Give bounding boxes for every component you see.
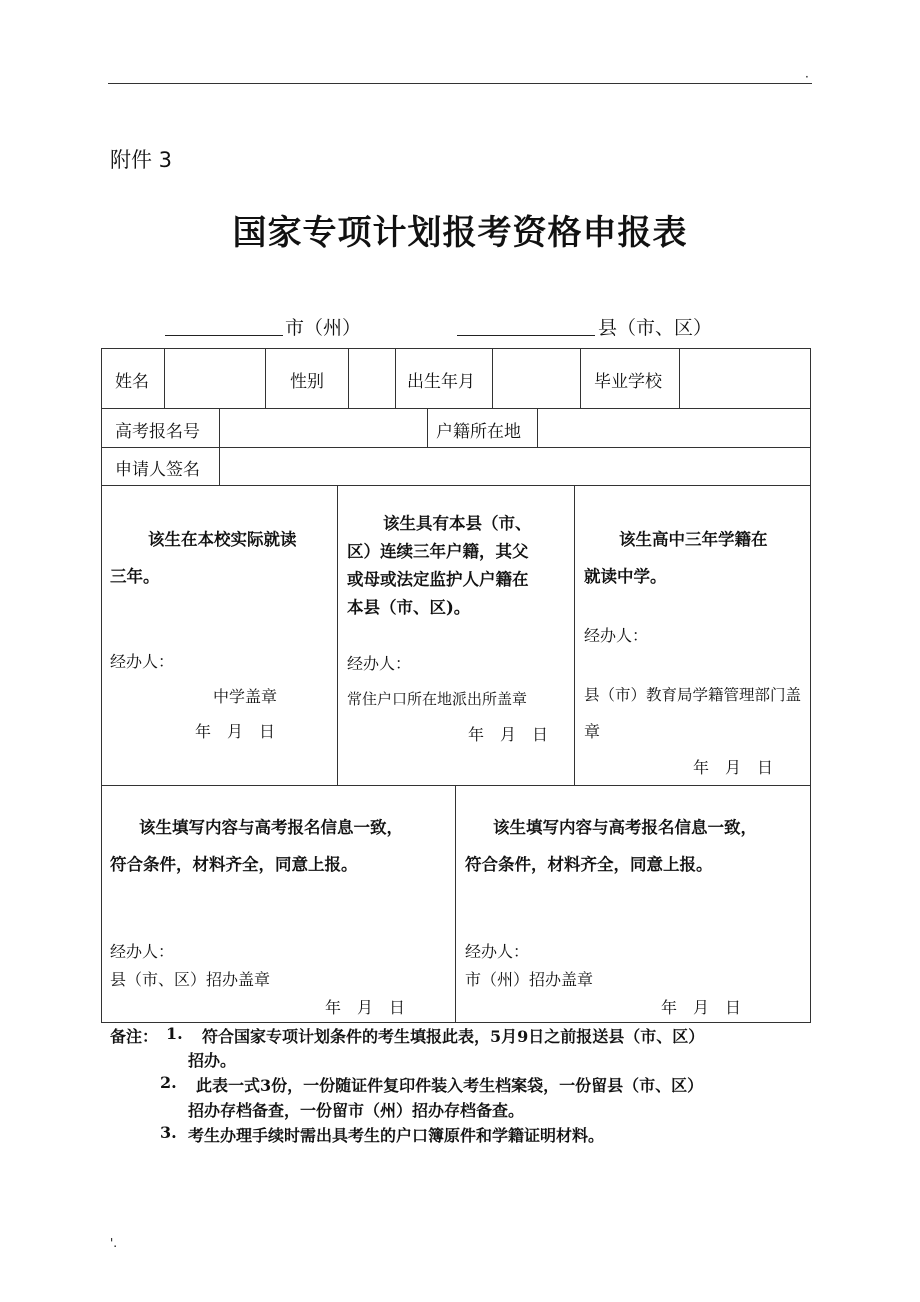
edu-verify-text: 就读中学。 — [584, 567, 667, 586]
county-approve-text: 符合条件，材料齐全，同意上报。 — [110, 855, 358, 874]
police-verify-text: 该生具有本县（市、 — [383, 514, 532, 533]
birth-label: 出生年月 — [407, 372, 475, 392]
col-divider — [348, 348, 349, 408]
county-handler-label: 经办人： — [110, 942, 175, 961]
edu-stamp-label: 章 — [584, 722, 601, 741]
name-label: 姓名 — [115, 372, 149, 392]
police-verify-text: 或母或法定监护人户籍在 — [347, 570, 529, 589]
col-divider — [427, 408, 428, 447]
row-divider — [101, 785, 811, 786]
col-divider — [580, 348, 581, 408]
row-divider — [101, 485, 811, 486]
school-handler-label: 经办人： — [110, 652, 175, 671]
col-divider — [395, 348, 396, 408]
note-number: 1. — [166, 1024, 183, 1043]
col-divider — [455, 785, 456, 1023]
city-approve-text: 该生填写内容与高考报名信息一致， — [493, 818, 757, 837]
col-divider — [492, 348, 493, 408]
county-blank[interactable] — [457, 335, 595, 336]
police-handler-label: 经办人： — [347, 654, 412, 673]
county-label: 县（市、区） — [598, 317, 713, 339]
footer-dot: '. — [110, 1236, 118, 1250]
note-text: 招办。 — [188, 1051, 237, 1070]
col-divider — [679, 348, 680, 408]
police-verify-text: 区）连续三年户籍，其父 — [347, 542, 529, 561]
page-title: 国家专项计划报考资格申报表 — [232, 213, 688, 253]
note-text: 考生办理手续时需出具考生的户口簿原件和学籍证明材料。 — [188, 1126, 605, 1145]
city-blank[interactable] — [165, 335, 283, 336]
row-divider — [101, 447, 811, 448]
note-number: 3. — [160, 1123, 177, 1142]
police-stamp-label: 常住户口所在地派出所盖章 — [347, 690, 528, 708]
edu-stamp-label: 县（市）教育局学籍管理部门盖 — [584, 686, 802, 704]
edu-verify-text: 该生高中三年学籍在 — [619, 530, 768, 549]
col-divider — [265, 348, 266, 408]
city-approve-text: 符合条件，材料齐全，同意上报。 — [465, 855, 713, 874]
gender-label: 性别 — [290, 372, 324, 392]
col-divider — [537, 408, 538, 447]
city-date: 年 月 日 — [661, 998, 742, 1017]
note-text: 招办存档备查，一份留市（州）招办存档备查。 — [188, 1101, 525, 1120]
county-stamp-label: 县（市、区）招办盖章 — [110, 970, 271, 989]
school-verify-text: 三年。 — [110, 567, 160, 586]
school-label: 毕业学校 — [594, 372, 662, 392]
col-divider — [164, 348, 165, 408]
police-date: 年 月 日 — [468, 725, 549, 744]
col-divider — [337, 485, 338, 785]
county-approve-text: 该生填写内容与高考报名信息一致， — [139, 818, 403, 837]
school-date: 年 月 日 — [195, 722, 276, 741]
header-dot: · — [805, 70, 809, 84]
city-label: 市（州） — [285, 317, 362, 339]
signature-label: 申请人签名 — [115, 460, 200, 480]
city-stamp-label: 市（州）招办盖章 — [465, 970, 594, 989]
exam-number-label: 高考报名号 — [115, 422, 200, 442]
police-verify-text: 本县（市、区)。 — [347, 598, 471, 617]
col-divider — [574, 485, 575, 785]
attachment-label: 附件 3 — [110, 148, 173, 172]
header-rule — [108, 83, 812, 84]
col-divider — [219, 408, 220, 447]
edu-handler-label: 经办人： — [584, 626, 649, 645]
city-handler-label: 经办人： — [465, 942, 530, 961]
school-verify-text: 该生在本校实际就读 — [148, 530, 297, 549]
note-text: 此表一式3份，一份随证件复印件装入考生档案袋，一份留县（市、区） — [196, 1076, 704, 1095]
notes-label: 备注： — [110, 1027, 159, 1046]
note-number: 2. — [160, 1073, 177, 1092]
edu-date: 年 月 日 — [693, 758, 774, 777]
school-stamp-label: 中学盖章 — [213, 687, 278, 706]
note-text: 符合国家专项计划条件的考生填报此表，5月9日之前报送县（市、区） — [202, 1027, 705, 1046]
application-form — [101, 348, 811, 1023]
residence-label: 户籍所在地 — [436, 422, 521, 442]
col-divider — [219, 447, 220, 485]
row-divider — [101, 408, 811, 409]
county-date: 年 月 日 — [325, 998, 406, 1017]
